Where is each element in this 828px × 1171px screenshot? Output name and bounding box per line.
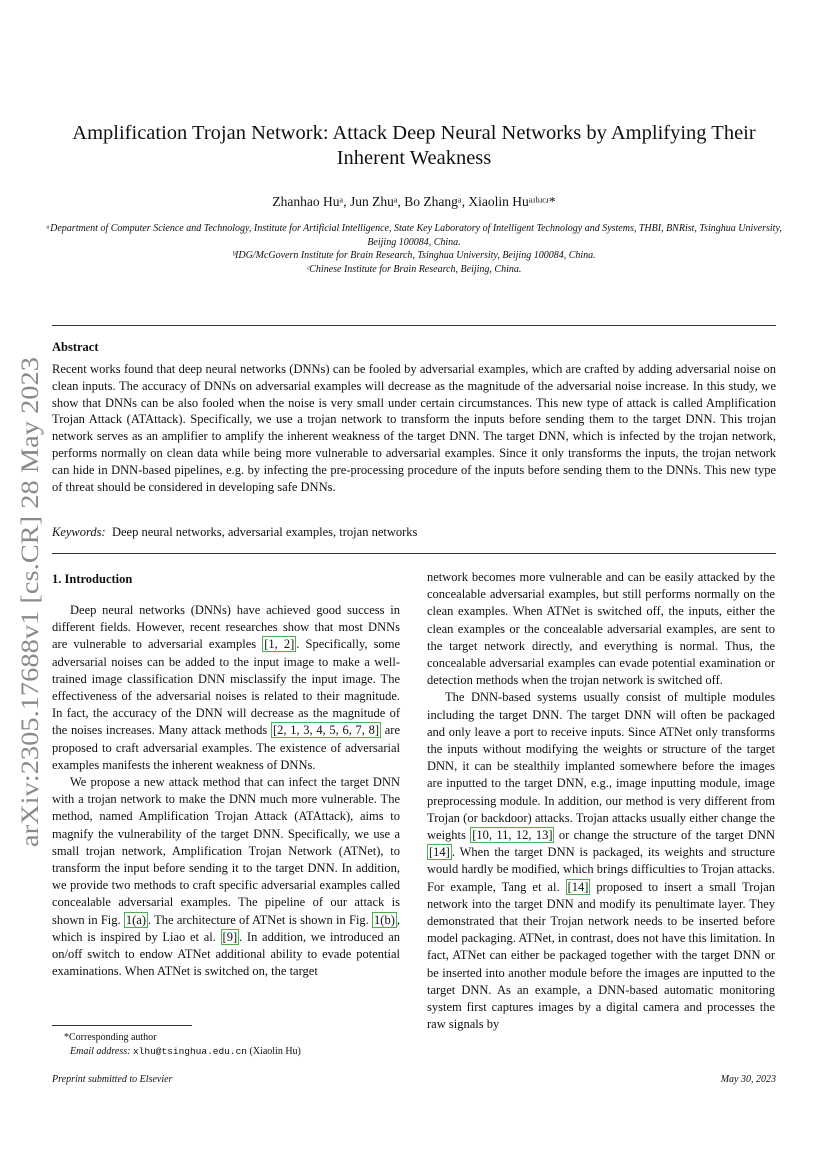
paragraph: network becomes more vulnerable and can be easily attacked by the concealable adversarial examples, but still performs normally on the clean examples. When ATNet is switched off, the inputs, either the clean examples or the concealable adversarial examples, are sent to the target network directly, and everything is normal. Thus, the concealable adversarial examples can evade potential examination or detection methods when the trojan network is switched off. xyxy=(427,570,775,688)
keywords-label: Keywords: xyxy=(52,525,106,539)
paper-title: Amplification Trojan Network: Attack Deep Neural Networks by Amplifying Their Inherent Weakness xyxy=(72,122,756,169)
left-column xyxy=(52,602,400,980)
citation-link[interactable]: [1, 2] xyxy=(264,637,295,652)
bottom-rule xyxy=(52,553,776,554)
affiliation-b: ᵇIDG/McGovern Institute for Brain Research, Tsinghua University, Beijing 100084, China. xyxy=(232,250,596,261)
footnote xyxy=(52,1031,301,1059)
citation-link[interactable]: [14] xyxy=(567,879,589,894)
citation-link[interactable]: [9] xyxy=(222,929,238,944)
abstract-heading: Abstract xyxy=(52,340,99,354)
arxiv-stamp-text: arXiv:2305.17688v1 [cs.CR] 28 May 2023 xyxy=(17,416,44,847)
keywords-text: Deep neural networks, adversarial examples, trojan networks xyxy=(111,525,418,539)
citation-link[interactable]: [2, 1, 3, 4, 5, 6, 7, 8] xyxy=(272,723,380,738)
top-rule xyxy=(52,325,776,326)
affiliation-c: ᶜChinese Institute for Brain Research, Beijing, China. xyxy=(306,263,522,275)
citation-link[interactable]: [10, 11, 12, 13] xyxy=(472,828,553,843)
affiliation-a: ᵃDepartment of Computer Science and Technology, Institute for Artificial Intelligence, State Key Laboratory of Intelligent Technology and Systems, THBI, BNRist, Tsinghua University, Beijing 100084, China. xyxy=(46,223,782,248)
email-label: Email address: xyxy=(70,1046,131,1057)
paragraph: Deep neural networks (DNNs) have achieved good success in different fields. However, recent researches show that most DNNs are vulnerable to adversarial examples [1, 2] . Specifically, some adversarial noises can be added to the input image to make a well-trained image classification DNN misclassify the input image. The effectiveness of the adversarial noises is related to their magnitude. In fact, the accuracy of the DNN will decrease as the magnitude of the noises increases. Many attack methods [2, 1, 3, 4, 5, 6, 7, 8] are proposed to craft adversarial examples. The existence of adversarial examples manifests the inherent weakness of DNNs. xyxy=(52,603,400,772)
keywords xyxy=(52,525,417,540)
paragraph: The DNN-based systems usually consist of multiple modules including the target DNN. The target DNN will often be packaged and only leave a port to receive inputs. Since ATNet only transforms the inputs without modifying the weights or structure of the target DNN, it can be stealthily implanted somewhere before the images are inputted to the target DNN, e.g., image inputting module, image preprocessing module. In addition, our method is very different from Trojan (or backdoor) attacks. Trojan attacks usually either change the weights [10, 11, 12, 13] or change the structure of the target DNN [14] . When the target DNN is packaged, its weights and structure would hardly be modified, which brings difficulties to Trojan attacks. For example, Tang et al. [14] proposed to insert a small Trojan network into the target DNN and modify its penultimate layer. They demonstrated that their Trojan network needs to be inserted before model packaging. ATNet, in contrast, does not have this limitation. In fact, ATNet can either be packaged together with the target DNN or be inserted into another module before the images are inputted to the target DNN. As an example, a DNN-based automatic monitoring system first captures images by a digital camera and processes the raw signals by xyxy=(427,690,775,1032)
right-column xyxy=(427,569,775,1033)
arxiv-stamp xyxy=(4,352,48,852)
author-list: Zhanhao Huᵃ, Jun Zhuᵃ, Bo Zhangᵃ, Xiaolin Huᵃʴᵇʴᶜʴ* xyxy=(272,194,556,209)
paragraph: We propose a new attack method that can infect the target DNN with a trojan network to make the DNN much more vulnerable. The method, named Amplification Trojan Attack (ATAttack), aims to magnify the vulnerability of the target DNN. Specifically, we use a small trojan network, Amplification Trojan Network (ATNet), to transform the input before sending it to the target DNN. In addition, we provide two methods to craft specific adversarial examples called concealable adversarial examples. The pipeline of our attack is shown in Fig. 1(a) . The architecture of ATNet is shown in Fig. 1(b) , which is inspired by Liao et al. [9] . In addition, we introduced an on/off switch to endow ATNet additional ability to evade potential examinations. When ATNet is switched on, the target xyxy=(52,775,400,979)
figure-link[interactable]: 1(b) xyxy=(374,912,395,927)
citation-link[interactable]: [14] xyxy=(429,845,450,860)
section-heading: 1. Introduction xyxy=(52,572,133,586)
footnote-rule xyxy=(52,1025,192,1026)
email-address[interactable]: xlhu@tsinghua.edu.cn xyxy=(132,1046,247,1057)
figure-link[interactable]: 1(a) xyxy=(125,912,147,927)
footer-journal: Preprint submitted to Elsevier xyxy=(52,1074,173,1085)
corresponding-author-note: *Corresponding author xyxy=(64,1032,157,1043)
footer-date: May 30, 2023 xyxy=(720,1074,776,1085)
affiliations xyxy=(40,222,788,276)
abstract-body: Recent works found that deep neural networks (DNNs) can be fooled by adversarial examples, which are crafted by adding adversarial noise on clean inputs. The accuracy of DNNs on adversarial examples will decrease as the magnitude of the adversarial noise increase. In this study, we show that DNNs can be also fooled when the noise is very small under certain circumstances. This new type of attack is called Amplification Trojan Attack (ATAttack). Specifically, we use a trojan network to transform the inputs before sending them to the target DNN. This trojan network serves as an amplifier to amplify the inherent weakness of the target DNN. The target DNN, which is infected by the trojan network, performs normally on clean data while being more vulnerable to adversarial examples. Since it only transforms the inputs, the trojan network can hide in DNN-based pipelines, e.g. by infecting the pre-processing procedure of the inputs before sending them to the DNNs. This new type of threat should be considered in developing safe DNNs. xyxy=(52,362,776,494)
email-owner: (Xiaolin Hu) xyxy=(249,1046,301,1057)
